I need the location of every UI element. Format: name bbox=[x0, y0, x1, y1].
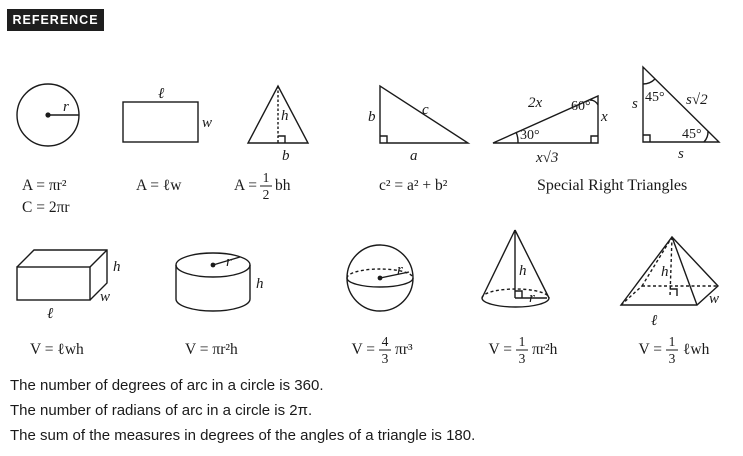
fact-radians-in-circle: The number of radians of arc in a circle is 2π. bbox=[10, 402, 313, 419]
sphere-volume-lhs: V = bbox=[351, 341, 375, 358]
hypotenuse-c-label: c bbox=[422, 102, 429, 118]
circle-center-dot bbox=[45, 112, 50, 117]
circle-area-formula: A = πr² bbox=[22, 177, 67, 194]
triangle-area-rhs: bh bbox=[275, 177, 291, 194]
sphere-radius-label: r bbox=[397, 262, 403, 278]
triangle-area-numerator: 1 bbox=[262, 170, 270, 185]
triangle-area-denominator: 2 bbox=[262, 187, 270, 202]
cone-volume-denominator: 3 bbox=[518, 351, 526, 366]
box-height-label: h bbox=[113, 259, 121, 275]
cone-radius-label: r bbox=[529, 290, 535, 306]
pyramid-volume-rhs: ℓwh bbox=[683, 341, 710, 358]
reference-badge: REFERENCE bbox=[7, 9, 104, 31]
short-leg-x-label: x bbox=[601, 109, 608, 125]
sphere-center-dot bbox=[378, 276, 383, 281]
angle-60-label: 60° bbox=[571, 99, 591, 114]
hypotenuse-s-root2-label: s√2 bbox=[686, 92, 708, 108]
special-right-triangles-caption: Special Right Triangles bbox=[537, 177, 688, 194]
fact-degrees-in-circle: The number of degrees of arc in a circle is 360. bbox=[10, 377, 324, 394]
box-volume-formula: V = ℓwh bbox=[30, 341, 84, 358]
leg-s-vertical-label: s bbox=[632, 96, 638, 112]
circle-circumference-formula: C = 2πr bbox=[22, 199, 70, 216]
cone-volume-lhs: V = bbox=[488, 341, 512, 358]
cylinder-figure bbox=[176, 253, 250, 311]
leg-s-horizontal-label: s bbox=[678, 146, 684, 162]
box-width-label: w bbox=[100, 289, 111, 305]
cone-figure bbox=[482, 230, 549, 307]
cylinder-radius-label: r bbox=[226, 254, 232, 270]
cone-volume-numerator: 1 bbox=[518, 334, 526, 349]
triangle-figure bbox=[248, 86, 308, 143]
cylinder-center-dot bbox=[211, 263, 216, 268]
pyramid-volume-lhs: V = bbox=[638, 341, 662, 358]
pyramid-width-label: w bbox=[709, 291, 720, 307]
triangle-area-lhs: A = bbox=[234, 177, 257, 194]
angle-45-top-label: 45° bbox=[645, 90, 665, 105]
sphere-volume-numerator: 4 bbox=[381, 334, 389, 349]
long-leg-x-root3-label: x√3 bbox=[536, 150, 559, 166]
leg-a-label: a bbox=[410, 148, 418, 164]
pyramid-volume-numerator: 1 bbox=[668, 334, 676, 349]
pyramid-length-label: ℓ bbox=[651, 313, 658, 329]
pythagorean-formula: c² = a² + b² bbox=[379, 177, 448, 194]
hypotenuse-2x-label: 2x bbox=[528, 95, 543, 111]
pyramid-height-label: h bbox=[661, 264, 669, 280]
angle-30-label: 30° bbox=[520, 128, 540, 143]
circle-radius-label: r bbox=[63, 99, 69, 115]
rectangle-width-label: w bbox=[202, 115, 213, 131]
cone-height-label: h bbox=[519, 263, 527, 279]
cylinder-volume-formula: V = πr²h bbox=[185, 341, 238, 358]
sphere-volume-denominator: 3 bbox=[381, 351, 389, 366]
fact-triangle-angle-sum: The sum of the measures in degrees of the angles of a triangle is 180. bbox=[10, 427, 476, 444]
cylinder-height-label: h bbox=[256, 276, 264, 292]
rectangle-area-formula: A = ℓw bbox=[136, 177, 182, 194]
angle-45-bottom-label: 45° bbox=[682, 127, 702, 142]
rectangle-figure bbox=[123, 102, 198, 142]
pyramid-figure bbox=[621, 237, 718, 305]
box-length-label: ℓ bbox=[47, 306, 54, 322]
rectangle-length-label: ℓ bbox=[158, 86, 165, 102]
cone-volume-rhs: πr²h bbox=[532, 341, 558, 358]
pyramid-volume-denominator: 3 bbox=[668, 351, 676, 366]
leg-b-label: b bbox=[368, 109, 376, 125]
rectangular-box-figure bbox=[17, 250, 107, 300]
triangle-base-label: b bbox=[282, 148, 290, 164]
sphere-volume-rhs: πr³ bbox=[395, 341, 413, 358]
triangle-height-label: h bbox=[281, 108, 289, 124]
